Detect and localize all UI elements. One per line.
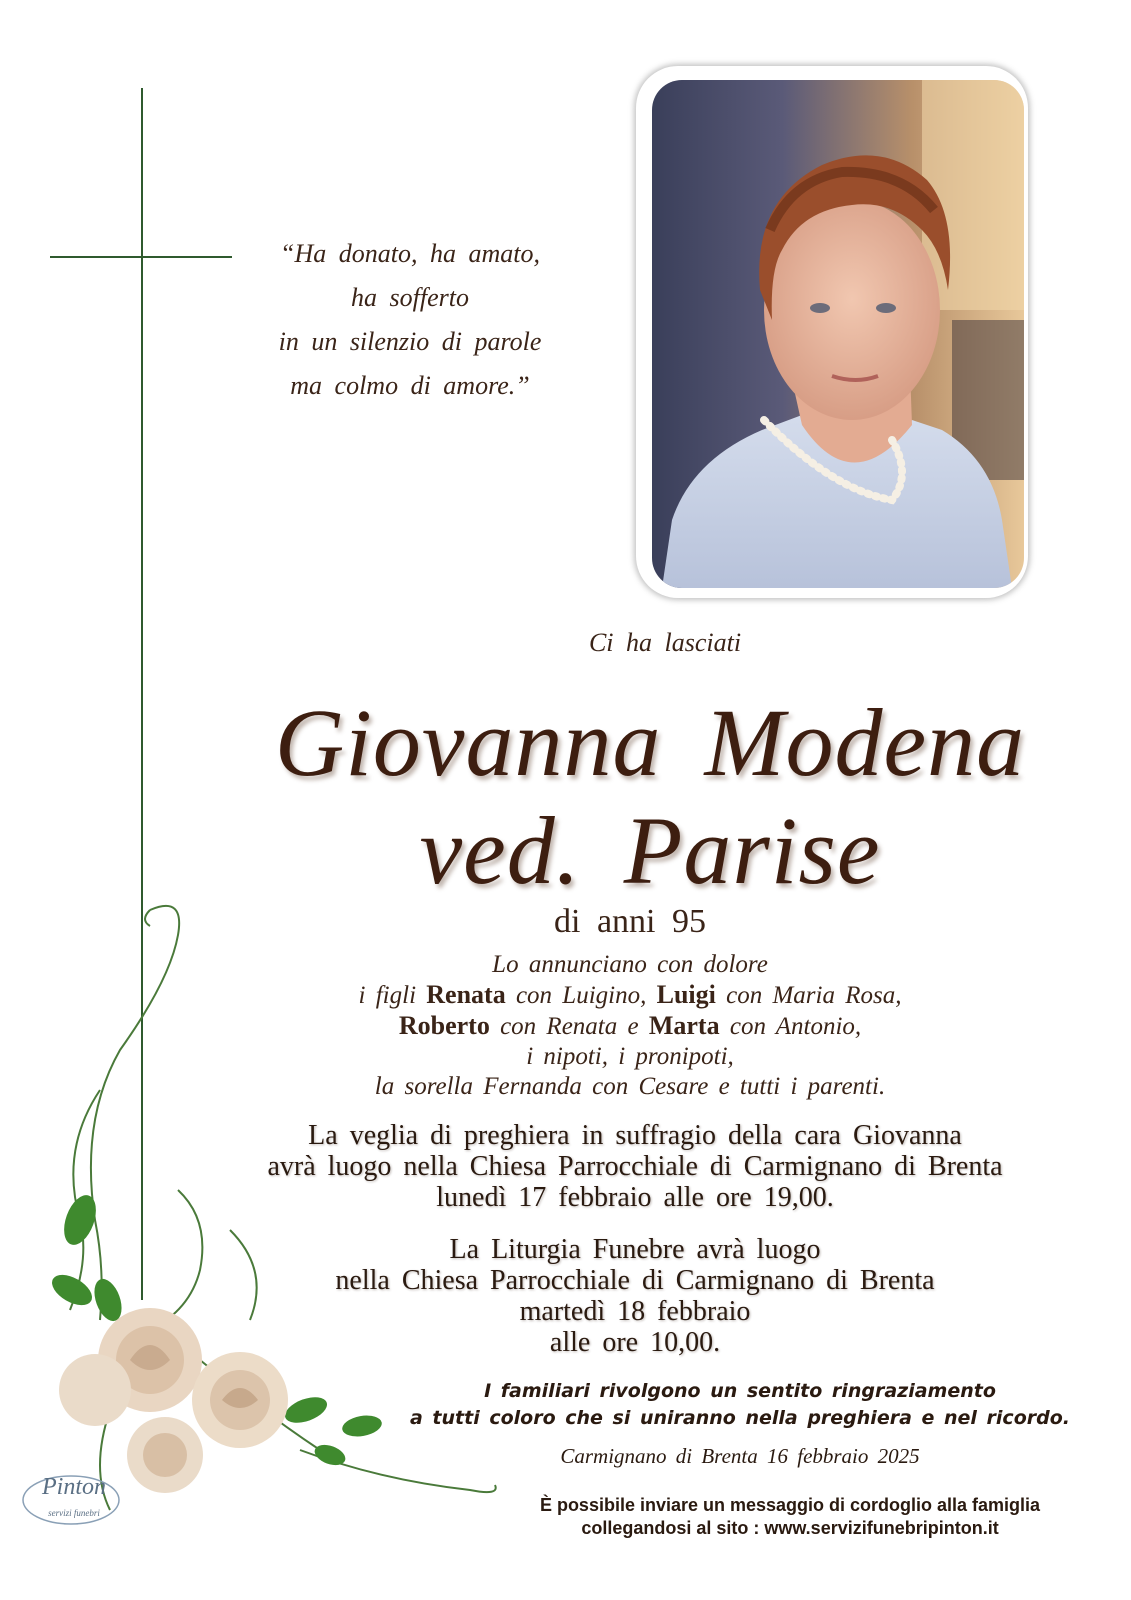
deceased-married-name: ved. Parise	[419, 797, 881, 904]
family-text: i figli	[358, 982, 427, 1009]
online-condolence-note	[480, 1494, 1100, 1540]
family-line: la sorella Fernanda con Cesare e tutti i parenti.	[374, 1073, 886, 1100]
portrait-photo	[652, 80, 1024, 588]
funeral-line: nella Chiesa Parrocchiale di Carmignano di Brenta	[335, 1265, 935, 1296]
deceased-age: di anni 95	[554, 903, 706, 940]
online-line: collegandosi al sito : www.servizifunebripinton.it	[581, 1518, 999, 1538]
thanks-line: I familiari rivolgono un sentito ringraziamento	[484, 1380, 996, 1402]
deceased-name: Giovanna Modena	[274, 689, 1026, 796]
child-name: Roberto	[398, 1011, 490, 1040]
child-name: Luigi	[656, 980, 716, 1009]
online-line: È possibile inviare un messaggio di cordoglio alla famiglia	[539, 1495, 1041, 1515]
epitaph-quote	[240, 232, 580, 408]
place-date: Carmignano di Brenta 16 febbraio 2025	[560, 1444, 920, 1468]
quote-line: ha sofferto	[351, 283, 469, 312]
vigil-line: avrà luogo nella Chiesa Parrocchiale di Carmignano di Brenta	[267, 1151, 1003, 1182]
child-name: Renata	[426, 980, 506, 1009]
quote-line: ma colmo di amore.”	[290, 371, 530, 400]
cross-horizontal-bar	[50, 256, 232, 258]
vigil-line: La veglia di preghiera in suffragio della cara Giovanna	[308, 1120, 962, 1151]
family-line: Lo annunciano con dolore	[492, 951, 768, 978]
quote-line: “Ha donato, ha amato,	[280, 239, 540, 268]
funeral-line: martedì 18 febbraio	[519, 1296, 751, 1327]
family-text: con Antonio,	[719, 1013, 862, 1040]
family-text: con Luigino,	[505, 982, 657, 1009]
quote-line: in un silenzio di parole	[278, 327, 542, 356]
funeral-line: La Liturgia Funebre avrà luogo	[449, 1234, 821, 1265]
vigil-line: lunedì 17 febbraio alle ore 19,00.	[436, 1182, 834, 1213]
family-line: i nipoti, i pronipoti,	[526, 1043, 734, 1070]
thanks-line: a tutti coloro che si uniranno nella preghiera e nel ricordo.	[409, 1407, 1070, 1429]
rose-decoration-icon	[0, 890, 520, 1530]
logo-name: Pinton	[42, 1474, 106, 1500]
logo-tagline: servizi funebri	[48, 1508, 100, 1518]
family-text: con Maria Rosa,	[715, 982, 902, 1009]
child-name: Marta	[648, 1011, 720, 1040]
intro-text: Ci ha lasciati	[588, 628, 742, 657]
funeral-line: alle ore 10,00.	[549, 1327, 721, 1358]
family-text: con Renata e	[489, 1013, 649, 1040]
